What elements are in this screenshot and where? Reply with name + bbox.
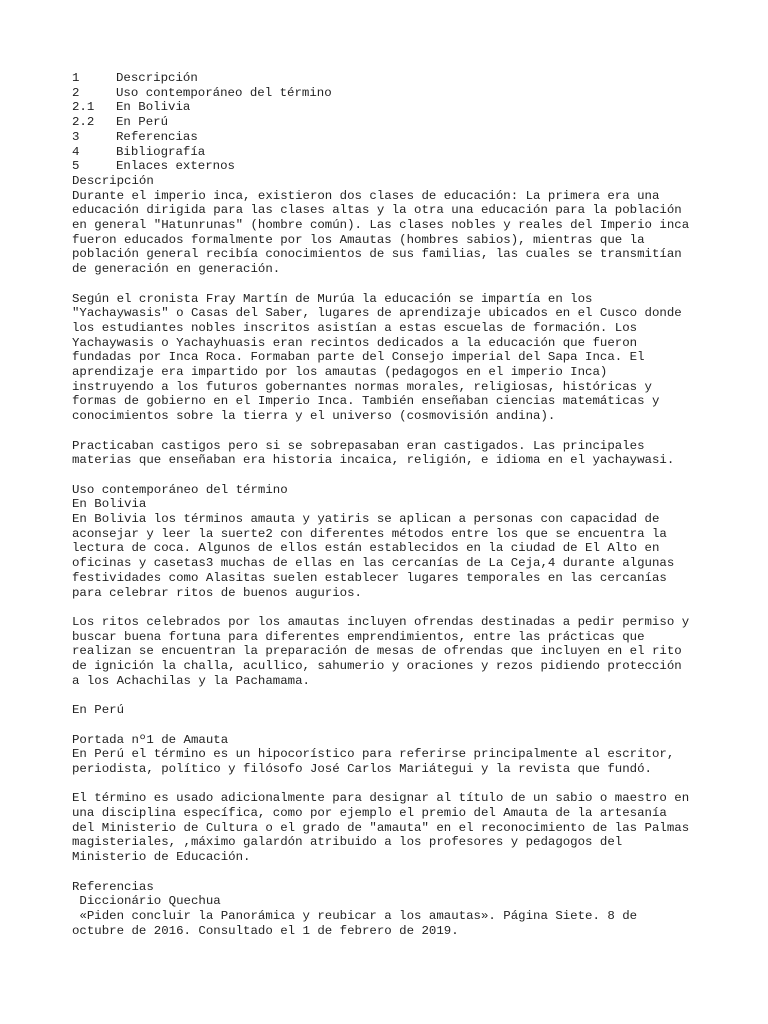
spacer <box>72 777 768 792</box>
toc-label: En Bolivia <box>116 100 191 115</box>
text-line: del Ministerio de Cultura o el grado de "amauta" en el reconocimiento de las Palmas <box>72 820 690 835</box>
toc-item[interactable] <box>72 100 768 115</box>
text-line: los estudiantes nobles inscritos asistían a estas escuelas de formación. Los <box>72 320 638 335</box>
toc-number: 4 <box>72 144 80 159</box>
paragraph <box>72 791 768 865</box>
text-line: fueron educados formalmente por los Amautas (hombres sabios), mientras que la <box>72 232 645 247</box>
text-line: Según el cronista Fray Martín de Murúa la educación se impartía en los <box>72 291 593 306</box>
text-line: educación dirigida para las clases altas y la otra una educación para la población <box>72 203 682 218</box>
text-line: lectura de coca. Algunos de ellos están establecidos en la ciudad de El Alto en <box>72 541 660 556</box>
text-line: realizan se encuentran la preparación de mesas de ofrendas que incluyen en el rito <box>72 644 682 659</box>
text-line: instruyendo a los futuros gobernantes normas morales, religiosas, históricas y <box>72 379 652 394</box>
text-line: Los ritos celebrados por los amautas incluyen ofrendas destinadas a pedir permiso y <box>72 614 690 629</box>
reference-item[interactable]: Diccionário Quechua <box>72 894 221 909</box>
text-line: de generación en generación. <box>72 262 281 277</box>
text-line: Yachaywasis o Yachayhuasis eran recintos dedicados a la educación que fueron <box>72 335 638 350</box>
text-line: una disciplina específica, como por ejemplo el premio del Amauta de la artesanía <box>72 806 667 821</box>
toc-number: 2.2 <box>72 115 95 130</box>
text-line: en general "Hatunrunas" (hombre común). Las clases nobles y reales del Imperio inca <box>72 218 690 233</box>
toc-item[interactable] <box>72 130 768 145</box>
paragraph <box>72 512 768 600</box>
text-line: El término es usado adicionalmente para designar al título de un sabio o maestro en <box>72 791 690 806</box>
text-line: conocimientos sobre la tierra y el universo (cosmovisión andina). <box>72 409 556 424</box>
text-line: periodista, político y filósofo José Carlos Mariátegui y la revista que fundó. <box>72 761 652 776</box>
text-line: Practicaban castigos pero si se sobrepasaban eran castigados. Las principales <box>72 438 645 453</box>
text-line: aprendizaje era impartido por los amautas (pedagogos en el imperio Inca) <box>72 365 608 380</box>
text-line: Ministerio de Educación. <box>72 850 251 865</box>
toc-label: Bibliografía <box>116 144 206 159</box>
spacer <box>72 718 768 733</box>
toc-number: 1 <box>72 71 80 85</box>
text-line: buscar buena fortuna para diferentes emprendimientos, entre las prácticas que <box>72 629 645 644</box>
toc-item[interactable] <box>72 86 768 101</box>
table-of-contents <box>72 71 768 174</box>
spacer <box>72 865 768 880</box>
reference-item: octubre de 2016. Consultado el 1 de febrero de 2019. <box>72 923 459 938</box>
text-line: a los Achachilas y la Pachamama. <box>72 673 310 688</box>
text-line: magisteriales, ,máximo galardón atribuido a los profesores y pedagogos del <box>72 835 623 850</box>
text-line: En Bolivia los términos amauta y yatiris se aplican a personas con capacidad de <box>72 512 660 527</box>
toc-label: Descripción <box>116 71 198 85</box>
text-line: de ignición la challa, acullico, sahumerio y oraciones y rezos pidiendo protección <box>72 659 682 674</box>
toc-item[interactable] <box>72 71 768 86</box>
section-heading-referencias: Referencias <box>72 879 154 894</box>
toc-number: 2.1 <box>72 100 95 115</box>
reference-item[interactable]: «Piden concluir la Panorámica y reubicar a los amautas». Página Siete. 8 de <box>72 908 638 923</box>
paragraph <box>72 439 768 468</box>
section-heading-descripcion: Descripción <box>72 173 154 188</box>
toc-number: 5 <box>72 159 80 174</box>
spacer <box>72 277 768 292</box>
text-line: "Yachaywasis" o Casas del Saber, lugares de aprendizaje ubicados en el Cusco donde <box>72 306 682 321</box>
spacer <box>72 424 768 439</box>
text-line: festividades como Alasitas suelen establecer lugares temporales en las cercanías <box>72 570 667 585</box>
paragraph <box>72 747 768 776</box>
toc-label: Enlaces externos <box>116 159 235 174</box>
subsection-heading-peru: En Perú <box>72 703 125 718</box>
spacer <box>72 600 768 615</box>
text-line: Durante el imperio inca, existieron dos clases de educación: La primera era una <box>72 188 660 203</box>
text-line: población general recibía conocimientos de sus familias, las cuales se transmitían <box>72 247 682 262</box>
text-line: para celebrar ritos de buenos augurios. <box>72 585 362 600</box>
text-line: aconsejar y leer la suerte2 con diferentes métodos entre los que se encuentra la <box>72 526 667 541</box>
toc-label: Referencias <box>116 129 198 144</box>
text-line: oficinas y casetas3 muchas de ellas en las cercanías de La Ceja,4 durante algunas <box>72 556 675 571</box>
subsection-heading-bolivia: En Bolivia <box>72 497 147 512</box>
text-line: fundadas por Inca Roca. Formaban parte del Consejo imperial del Sapa Inca. El <box>72 350 645 365</box>
toc-number: 2 <box>72 85 80 100</box>
toc-number: 3 <box>72 129 80 144</box>
text-line: formas de gobierno en el Imperio Inca. También enseñaban ciencias matemáticas y <box>72 394 660 409</box>
image-caption: Portada nº1 de Amauta <box>72 732 229 747</box>
paragraph <box>72 615 768 689</box>
section-heading-uso: Uso contemporáneo del término <box>72 482 288 497</box>
toc-label: En Perú <box>116 115 169 130</box>
toc-item[interactable] <box>72 145 768 160</box>
text-line: En Perú el término es un hipocorístico para referirse principalmente al escritor, <box>72 747 675 762</box>
spacer <box>72 688 768 703</box>
toc-item[interactable] <box>72 159 768 174</box>
reference-list <box>72 894 768 938</box>
toc-label: Uso contemporáneo del término <box>116 85 332 100</box>
paragraph <box>72 189 768 277</box>
toc-item[interactable] <box>72 115 768 130</box>
text-line: materias que enseñaban era historia incaica, religión, e idioma en el yachaywasi. <box>72 453 675 468</box>
paragraph <box>72 292 768 424</box>
spacer <box>72 468 768 483</box>
